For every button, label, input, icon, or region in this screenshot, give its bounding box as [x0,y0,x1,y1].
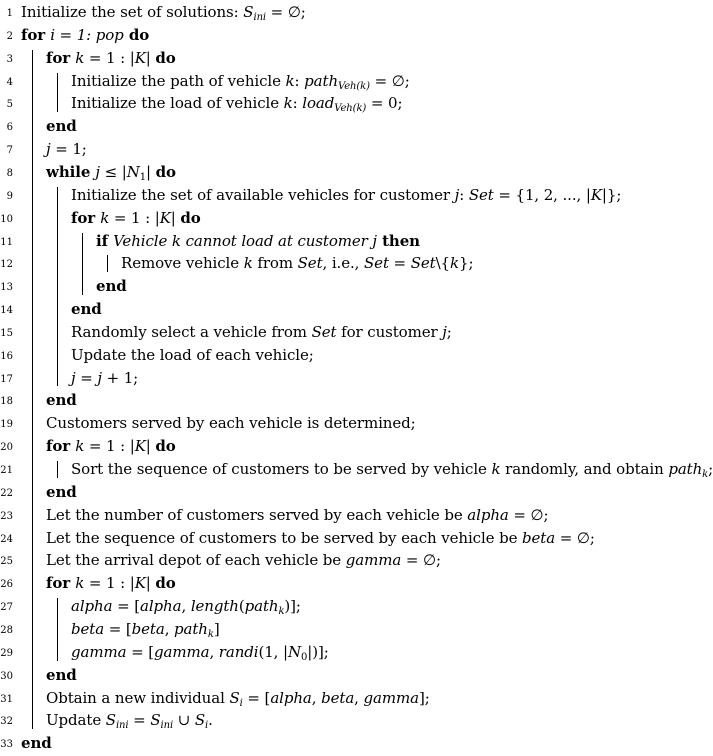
keyword: end [71,300,102,319]
text-segment: Initialize the path of vehicle [71,71,286,90]
text-segment: Customers served by each vehicle is determined; [46,414,416,433]
algorithm-line [0,732,705,755]
text-segment: Let the arrival depot of each vehicle be [46,551,346,570]
line-number: 8 [6,167,13,179]
text-segment: | [146,162,156,181]
subscript: i [239,697,243,709]
line-number: 14 [0,305,13,317]
line-text [46,664,77,687]
line-number: 9 [6,190,13,202]
line-number: 1 [6,8,13,19]
line-number: 4 [6,76,13,88]
math-symbol: j [71,368,76,387]
block-bar [57,598,58,661]
algorithm-line [0,435,705,458]
math-symbol: gamma [71,642,127,661]
text-segment: . [208,711,213,730]
line-number: 21 [0,465,13,476]
line-number: 32 [0,716,13,728]
math-symbol: N [126,162,140,181]
math-symbol: S [243,3,254,21]
math-symbol: S [150,711,161,730]
line-text [46,481,77,504]
text-segment: , [311,688,322,707]
text-segment: Let the sequence of customers to be served by each vehicle be [46,528,523,547]
math-symbol: gamma [154,642,210,661]
math-symbol: K [134,574,146,593]
text-segment: = [ [126,642,154,661]
line-number: 22 [0,487,13,499]
text-segment: = [388,254,411,273]
keyword: end [21,734,52,753]
math-symbol: j [454,185,460,204]
math-symbol: k [285,71,295,90]
math-symbol: alpha [71,597,113,616]
math-symbol: S [194,711,206,730]
algorithm-line [0,709,705,732]
text-segment: ] [213,619,220,638]
line-text [46,435,176,458]
text-segment: ∪ [173,711,195,730]
text-segment: Initialize the load of vehicle [71,94,284,113]
line-text [46,389,77,412]
keyword: end [96,277,127,296]
subscript: 0 [301,651,308,663]
text-segment: ≤ | [99,162,127,181]
line-number: 19 [0,419,13,431]
block-bar [57,73,58,113]
keyword: do [155,437,176,456]
math-symbol: k [243,254,253,273]
algorithm-line [0,458,713,481]
line-number: 13 [0,282,13,294]
math-symbol: k [491,460,501,478]
math-symbol: S [105,711,116,730]
algorithm-line [0,230,705,253]
math-symbol: Set [468,185,494,204]
algorithm-line [0,24,705,47]
text-segment: = ∅; [555,528,595,547]
text-segment: , [354,688,364,707]
line-number: 26 [0,579,13,591]
algorithm-line [0,207,705,230]
line-text [21,732,52,755]
line-text [46,115,77,138]
keyword: for [21,25,51,44]
math-symbol: K [159,208,171,227]
subscript: k [702,469,709,480]
text-segment: Initialize the set of solutions: [21,3,244,21]
algorithm-line [0,321,705,344]
keyword: for [46,48,76,67]
text-segment: |}; [601,185,622,204]
math-symbol: k [75,437,85,456]
text-segment: = ∅; [369,71,410,90]
algorithm-line [0,687,705,710]
line-text [21,24,149,47]
math-symbol: K [134,437,146,456]
algorithm-line [0,275,705,298]
line-number: 5 [6,99,13,111]
algorithm-line [0,549,705,572]
keyword: do [180,208,201,227]
text-segment: }; [459,254,474,273]
math-symbol: S [229,688,240,707]
subscript: ini [115,720,129,732]
subscript: k [207,628,214,640]
math-symbol: gamma [345,551,402,570]
math-symbol: Set [297,254,323,273]
math-symbol: path [668,460,703,478]
math-symbol: path [304,71,339,90]
algorithm-line [0,527,705,550]
keyword: for [46,437,76,456]
line-number: 31 [0,693,13,705]
math-symbol: k [283,94,293,113]
math-symbol: N [287,642,301,661]
keyword: for [71,208,101,227]
math-symbol: randi [218,642,259,661]
math-symbol: path [244,597,279,616]
text-segment: : [292,94,303,113]
text-segment: | [170,208,181,227]
algorithm-line [0,641,705,664]
math-symbol: j [46,140,51,159]
line-text [71,344,314,367]
text-segment: ; [446,322,452,341]
text-segment: = [75,368,98,387]
text-segment: (1, | [258,642,288,661]
algorithm-line [0,664,705,687]
math-symbol: k [75,574,85,593]
text-segment: , [181,597,191,616]
text-segment: | [145,437,156,456]
text-segment: ; [708,460,713,478]
algorithm-line [0,367,705,390]
math-symbol: beta [71,619,105,638]
math-symbol: j [97,368,102,387]
math-symbol: i = 1: pop [50,25,124,44]
text-segment: Randomly select a vehicle from [71,322,312,341]
block-bar [57,461,58,478]
algorithm-line [0,504,705,527]
math-symbol: alpha [140,597,182,616]
text-segment: |)]; [307,642,329,661]
math-symbol: Set [364,254,389,273]
line-text [46,572,176,595]
line-number: 18 [0,396,13,408]
line-number: 11 [0,236,13,248]
text-segment: = [ [104,619,132,638]
block-bar [32,50,33,730]
text-segment: ( [238,597,245,616]
math-symbol: alpha [270,688,312,707]
math-symbol: j [442,322,447,341]
text-segment: = [ [112,597,141,616]
line-number: 7 [6,145,13,157]
text-segment: Remove vehicle [121,254,244,273]
text-segment: Let the number of customers served by each vehicle be [46,505,468,524]
line-number: 29 [0,647,13,659]
line-number: 24 [0,533,13,545]
text-segment: = {1, 2, ..., | [493,185,591,204]
math-symbol: k [75,48,85,67]
text-segment: \{ [435,254,450,273]
text-segment: = [128,711,151,730]
algorithm-line [0,481,705,504]
keyword: do [155,48,176,67]
line-text [96,230,420,253]
math-symbol: path [174,619,208,638]
keyword: for [46,574,76,593]
text-segment: Sort the sequence of customers to be served by vehicle [71,460,492,478]
math-symbol: K [134,48,146,67]
text-segment: = 1 : | [84,574,135,593]
line-number: 16 [0,350,13,362]
text-segment: from [252,254,298,273]
line-text [46,138,87,161]
line-text [46,504,548,527]
text-segment: = ∅; [266,3,306,21]
keyword: do [155,574,176,593]
text-segment: : [459,185,469,204]
algorithm-line [0,618,705,641]
text-segment: )]; [284,597,301,616]
text-segment: , [164,619,175,638]
line-text [46,47,176,70]
line-number: 10 [0,213,13,225]
line-text [121,252,473,275]
line-number: 17 [0,373,13,385]
keyword: do [155,162,176,181]
algorithm-line [0,115,705,138]
text-segment: = 0; [366,94,403,113]
algorithm-line [0,92,705,115]
text-segment: = 1 : | [84,48,135,67]
math-symbol: k [450,254,459,273]
text-segment: | [145,48,156,67]
block-bar [57,187,58,387]
text-segment: = 1 : | [109,208,160,227]
text-segment: ]; [418,688,430,707]
line-text [46,412,416,435]
text-segment: + 1; [101,368,139,387]
keyword: end [46,665,77,684]
math-symbol: beta [131,619,165,638]
keyword: then [376,231,420,250]
algorithm-line [0,595,705,618]
algorithm-line [0,412,705,435]
subscript: k [278,606,285,618]
text-segment: Update the load of each vehicle; [71,345,314,364]
line-text [46,549,441,572]
text-segment: Initialize the set of available vehicles for customer [71,185,455,204]
text-segment: = [ [242,688,271,707]
algorithm-line [0,389,705,412]
line-text [71,367,138,390]
line-number: 27 [0,602,13,614]
line-number: 15 [0,327,13,339]
line-text [71,321,452,344]
line-text [71,298,102,321]
subscript: i [205,720,209,732]
algorithm-line [0,1,705,24]
subscript: Veh(k) [338,80,370,92]
text-segment: | [145,574,156,593]
line-number: 20 [0,442,13,454]
line-number: 28 [0,624,13,636]
algorithm-line [0,184,705,207]
math-symbol: Vehicle k cannot load at customer j [113,231,377,250]
text-segment: = ∅; [401,551,441,570]
text-segment: = ∅; [508,505,549,524]
text-segment: , i.e., [322,254,364,273]
subscript: Veh(k) [334,103,367,115]
block-bar [82,233,83,296]
text-segment: for customer [336,322,443,341]
subscript: 1 [139,171,147,183]
math-symbol: beta [522,528,556,547]
line-number: 30 [0,670,13,682]
line-number: 23 [0,510,13,522]
line-text [46,527,595,550]
math-symbol: k [100,208,110,227]
line-number: 2 [6,30,13,42]
line-number: 3 [6,53,13,65]
text-segment: = 1 : | [84,437,135,456]
text-segment: , [209,642,219,661]
block-bar [107,255,108,272]
math-symbol: load [302,94,335,113]
keyword: while [46,162,96,181]
algorithm-line [0,572,705,595]
algorithm-line [0,252,705,275]
math-symbol: beta [321,688,355,707]
text-segment: Update [46,711,106,730]
text-segment: randomly, and obtain [500,460,669,478]
algorithm-line [0,298,705,321]
keyword: end [46,391,77,410]
line-text [71,184,621,207]
subscript: ini [160,720,174,732]
line-number: 12 [0,259,13,271]
algorithm-line [0,344,705,367]
math-symbol: alpha [467,505,509,524]
algorithm-line [0,70,705,93]
algorithm-line [0,161,705,184]
keyword: end [46,482,77,501]
math-symbol: Set [311,322,337,341]
keyword: do [123,25,150,44]
line-number: 33 [0,739,13,751]
math-symbol: Set [410,254,436,273]
text-segment: = 1; [50,140,87,159]
keyword: if [96,231,114,250]
text-segment: Obtain a new individual [46,688,230,707]
math-symbol: j [95,162,100,181]
line-number: 25 [0,556,13,568]
text-segment: : [294,71,305,90]
line-text [96,275,127,298]
math-symbol: K [590,185,602,204]
math-symbol: length [190,597,239,616]
line-number: 6 [6,122,13,134]
subscript: ini [253,12,267,23]
math-symbol: gamma [363,688,419,707]
algorithm-line [0,47,705,70]
line-text [71,207,201,230]
algorithm-line [0,138,705,161]
keyword: end [46,117,77,136]
